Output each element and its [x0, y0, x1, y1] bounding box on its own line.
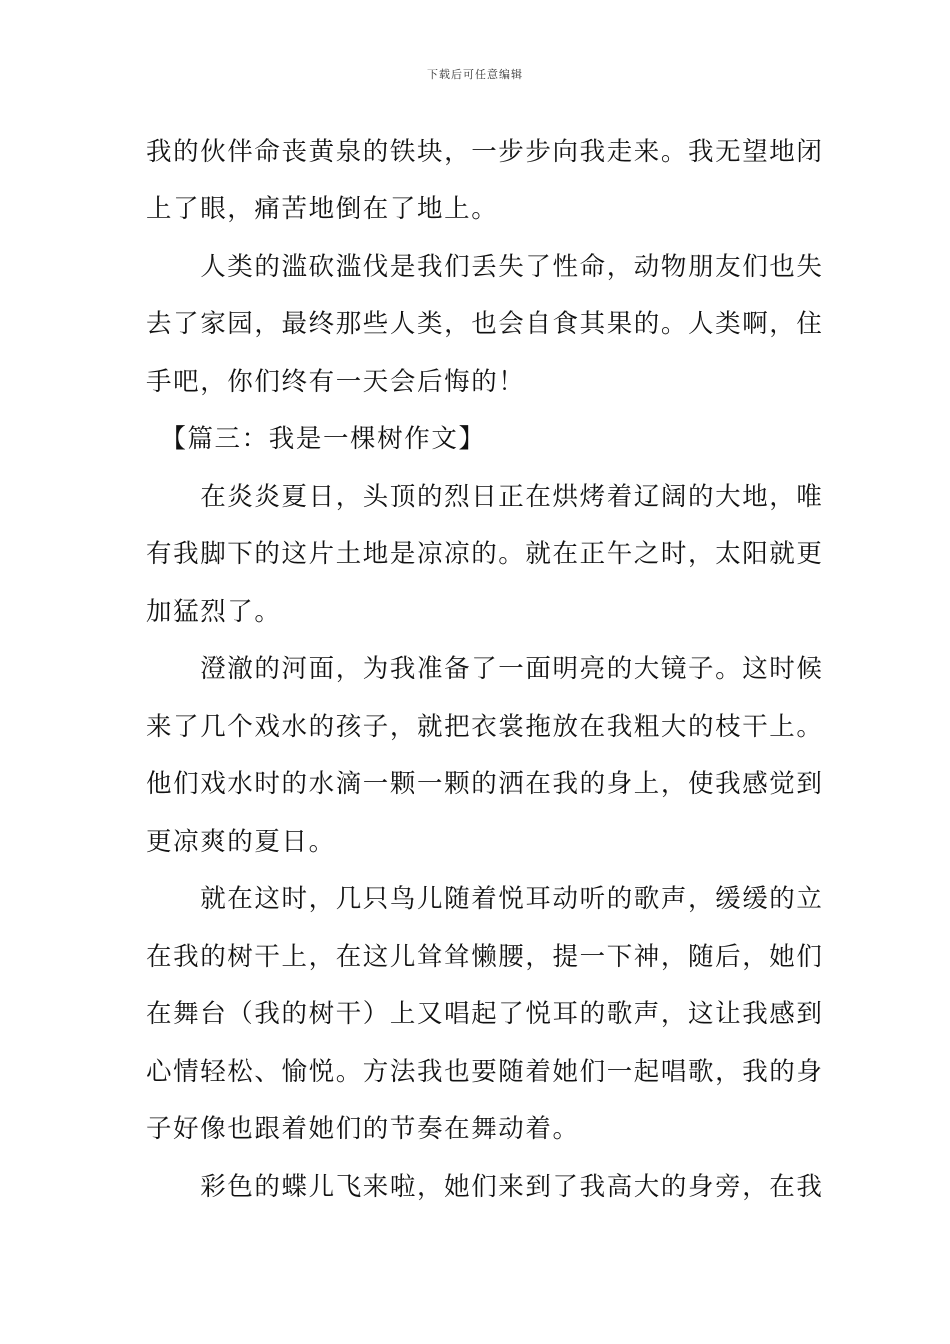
text-line: 加猛烈了。	[146, 597, 282, 627]
text-line: 在舞台（我的树干）上又唱起了悦耳的歌声，这让我感到	[146, 999, 824, 1029]
text-line: 他们戏水时的水滴一颗一颗的洒在我的身上，使我感觉到	[146, 769, 824, 799]
text-line: 更凉爽的夏日。	[146, 827, 336, 857]
text-line: 在我的树干上，在这儿耸耸懒腰，提一下神，随后，她们	[146, 942, 824, 972]
text-line: 澄澈的河面，为我准备了一面明亮的大镜子。这时候	[146, 654, 824, 684]
text-line: 我的伙伴命丧黄泉的铁块，一步步向我走来。我无望地闭	[146, 137, 824, 167]
text-line: 去了家园，最终那些人类，也会自食其果的。人类啊，住	[146, 309, 824, 339]
section-heading: 【篇三：我是一棵树作文】	[146, 424, 486, 454]
text-line: 在炎炎夏日，头顶的烈日正在烘烤着辽阔的大地，唯	[146, 482, 824, 512]
text-line: 上了眼，痛苦地倒在了地上。	[146, 194, 499, 224]
page-header: 下载后可任意编辑	[427, 68, 523, 81]
text-line: 手吧，你们终有一天会后悔的！	[146, 367, 526, 397]
text-line: 彩色的蝶儿飞来啦，她们来到了我高大的身旁，在我	[146, 1172, 824, 1202]
text-line: 心情轻松、愉悦。方法我也要随着她们一起唱歌，我的身	[146, 1057, 824, 1087]
text-line: 就在这时，几只鸟儿随着悦耳动听的歌声，缓缓的立	[146, 884, 824, 914]
text-line: 有我脚下的这片土地是凉凉的。就在正午之时，太阳就更	[146, 539, 824, 569]
text-line: 子好像也跟着她们的节奏在舞动着。	[146, 1114, 580, 1144]
text-line: 人类的滥砍滥伐是我们丢失了性命，动物朋友们也失	[146, 252, 824, 282]
text-line: 来了几个戏水的孩子，就把衣裳拖放在我粗大的枝干上。	[146, 712, 824, 742]
